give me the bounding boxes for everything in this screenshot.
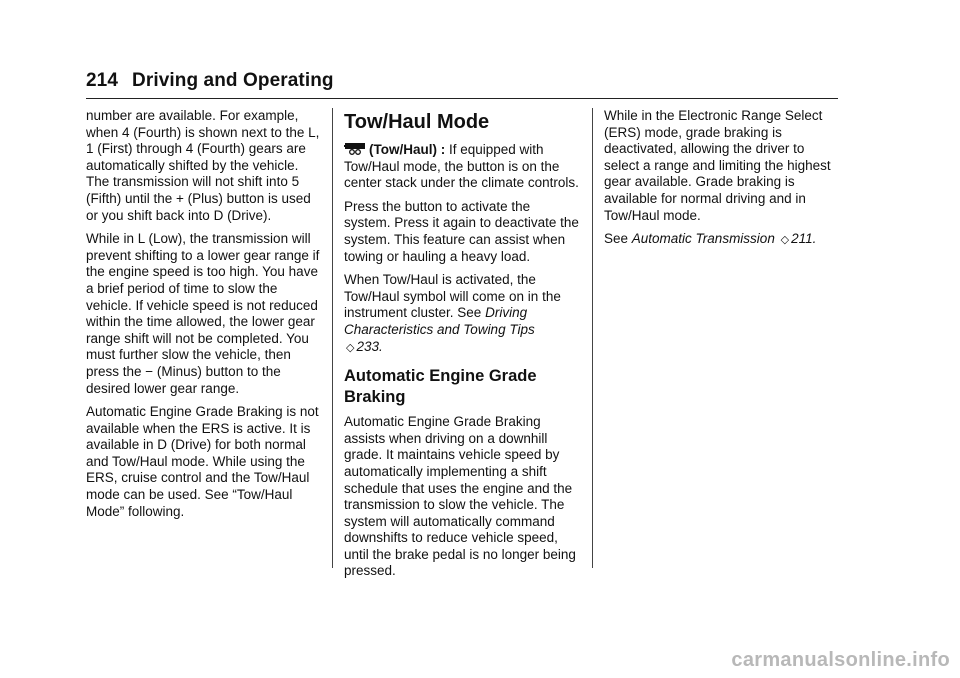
page-title: Driving and Operating [132, 70, 334, 91]
tow-haul-label: (Tow/Haul) : [369, 142, 446, 157]
paragraph: Automatic Engine Grade Braking assists when driving on a downhill grade. It maintains vehicle speed by automatically implementing a shift schedule that uses the engine and the transmission to slow the vehicle. The system will automatically command downshifts to reduce vehicle speed, until the brake pedal is no longer being pressed. [344, 414, 576, 579]
paragraph: Automatic Engine Grade Braking is not available when the ERS is active. It is available in D (Drive) for both normal and Tow/Haul mode. While using the ERS, cruise control and the Tow/Haul mode can be used. See “Tow/Haul Mode” following. [86, 404, 319, 519]
column-divider [592, 108, 593, 568]
column-3 [604, 108, 840, 256]
paragraph: See Automatic Transmission ◇ 211. [604, 231, 817, 247]
paragraph: While in L (Low), the transmission will prevent shifting to a lower gear range if the engine speed is too high. You have a brief period of time to slow the vehicle. If vehicle speed is not reduced within the time allowed, the lower gear range shift will not be completed. You must further slow the vehicle, then press the − (Minus) button to the desired lower gear range. [86, 231, 320, 396]
section-heading-tow-haul: Tow/Haul Mode [344, 111, 490, 133]
paragraph: number are available. For example, when 4 (Fourth) is shown next to the L, 1 (First) through 4 (Fourth) gears are automatically shifted by the vehicle. The transmission will not shift into 5 (Fifth) until the + (Plus) button is used or you shift back into D (Drive). [86, 108, 320, 223]
page-number: 214 [86, 70, 119, 91]
header-rule [86, 98, 838, 99]
paragraph [344, 142, 580, 192]
subheading-grade-braking: Automatic Engine Grade Braking [344, 367, 537, 407]
paragraph-text: See [604, 231, 632, 247]
page-reference[interactable]: 233 [356, 338, 379, 354]
page-ref-arrow-icon: ◇ [346, 341, 355, 354]
tow-haul-icon [344, 143, 366, 155]
page-header [86, 70, 334, 92]
paragraph: Press the button to activate the system. Press it again to deactivate the system. This feature can assist when towing or hauling a heavy load. [344, 198, 579, 264]
column-divider [332, 108, 333, 568]
watermark: carmanualsonline.info [731, 649, 950, 671]
column-1 [86, 108, 322, 527]
page-reference[interactable]: 211 [791, 231, 813, 247]
page-ref-arrow-icon: ◇ [780, 234, 790, 247]
cross-reference-link[interactable]: Automatic Transmission [631, 231, 775, 247]
cross-reference-link[interactable]: Driving Characteristics and Towing Tips [344, 305, 535, 337]
column-2 [344, 108, 580, 587]
paragraph: When Tow/Haul is activated, the Tow/Haul symbol will come on in the instrument cluster. See Driving Characteristics and Towing Tips ◇ 233. [344, 272, 561, 354]
paragraph-text: If equipped with Tow/Haul mode, the button is on the center stack under the climate controls. [344, 142, 579, 191]
paragraph: While in the Electronic Range Select (ERS) mode, grade braking is deactivated, allowing the driver to select a range and limiting the highest gear available. Grade braking is available for normal driving and in Tow/Haul mode. [604, 108, 831, 223]
paragraph-text: When Tow/Haul is activated, the Tow/Haul symbol will come on in the instrument cluster. See [344, 272, 561, 321]
